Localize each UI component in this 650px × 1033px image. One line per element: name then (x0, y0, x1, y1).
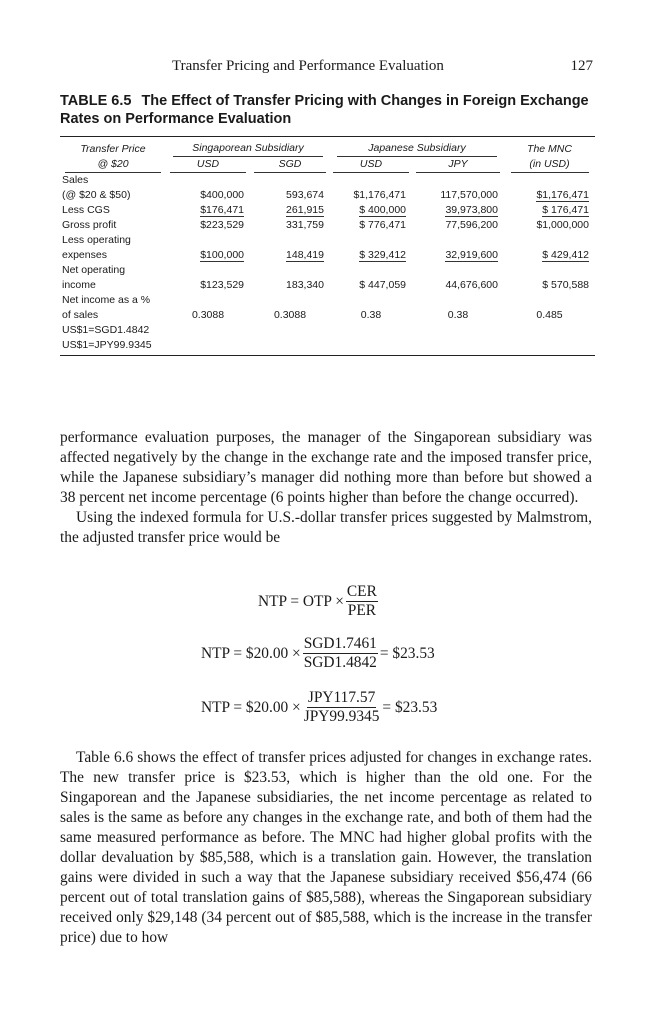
eq2-lhs: NTP = $20.00 × (201, 644, 301, 662)
eq1-numerator: CER (346, 583, 377, 600)
eq2-numerator: SGD1.7461 (303, 635, 377, 652)
cell: 261,915 (286, 204, 324, 216)
eq1-lhs: NTP = OTP × (258, 592, 344, 610)
table-row-operating-expenses (60, 233, 595, 263)
cell: 32,919,600 (445, 249, 498, 261)
exchange-rate-jpy: US$1=JPY99.9345 (62, 339, 152, 351)
eq2-fraction (303, 635, 378, 672)
header-transfer-price: Transfer Price (80, 142, 146, 155)
eq1-fraction (346, 583, 378, 620)
equation-ntp-sgd (201, 635, 435, 672)
cell: $ 447,059 (359, 279, 406, 291)
row-label: (@ $20 & $50) (62, 189, 131, 201)
cell: 593,674 (286, 189, 324, 201)
cell: 44,676,600 (445, 279, 498, 291)
row-label: Net income as a % (62, 294, 151, 306)
equation-ntp-formula (258, 583, 380, 620)
table-row-less-cgs (60, 203, 595, 218)
table-row-gross-profit (60, 218, 595, 233)
eq2-rhs: = $23.53 (379, 644, 435, 662)
cell: $1,000,000 (536, 219, 589, 231)
header-japanese-subsidiary: Japanese Subsidiary (337, 141, 497, 157)
cell: $ 176,471 (542, 204, 589, 216)
cell: 0.38 (360, 309, 382, 321)
table-row-rate-sgd (60, 323, 595, 338)
header-the-mnc: The MNC (527, 142, 572, 155)
header-in-usd: (in USD) (511, 157, 589, 173)
cell: $123,529 (200, 279, 244, 291)
row-label: of sales (62, 309, 99, 321)
cell: $ 429,412 (542, 249, 589, 261)
cell: 77,596,200 (445, 219, 498, 231)
cell: 117,570,000 (440, 189, 498, 201)
cell: 148,419 (286, 249, 324, 261)
table-row-net-income-percent (60, 293, 595, 323)
running-title: Transfer Pricing and Performance Evaluation (172, 58, 444, 74)
row-label: Gross profit (62, 219, 117, 231)
paragraph-1: performance evaluation purposes, the manager of the Singaporean subsidiary was affected negatively by the change in the exchange rate and the imposed transfer price, while the Japanese subsidiary’s manager did nothing more than before but showed a 38 percent net income percentage (6 points higher than before the change occurred). (60, 429, 592, 506)
row-label: Net operating (62, 264, 126, 276)
paragraph-1b: Using the indexed formula for U.S.-dollar transfer prices suggested by Malmstrom, the adjusted transfer price would be (60, 509, 592, 546)
row-label: expenses (62, 249, 107, 261)
cell: $ 570,588 (542, 279, 589, 291)
table-row-net-operating-income (60, 263, 595, 293)
paragraph-continued (60, 428, 592, 548)
header-singaporean-subsidiary: Singaporean Subsidiary (173, 141, 323, 157)
eq3-lhs: NTP = $20.00 × (201, 698, 301, 716)
table-title: The Effect of Transfer Pricing with Changes in Foreign Exchange Rates on Performance Evaluation (60, 93, 589, 127)
row-label: Less operating (62, 234, 131, 246)
cell: $100,000 (200, 249, 244, 261)
table-number: TABLE 6.5 (60, 93, 132, 109)
eq3-rhs: = $23.53 (382, 698, 438, 716)
cell: $ 776,471 (359, 219, 406, 231)
cell: $1,176,471 (353, 189, 406, 201)
eq1-denominator: PER (347, 602, 376, 619)
cell: 39,973,800 (445, 204, 498, 216)
cell: $400,000 (200, 189, 244, 201)
table-row-rate-jpy (60, 338, 595, 356)
row-label: Less CGS (62, 204, 110, 216)
cell: 183,340 (286, 279, 324, 291)
row-label: income (62, 279, 96, 291)
paragraph-2: Table 6.6 shows the effect of transfer prices adjusted for changes in exchange rates. The new transfer price is $23.53, which is higher than the old one. For the Singaporean and the Japanese subsidiaries, the net income percentage as related to sales is the same as before any changes in the exchange rate, and both of them had the same measured performance as before. The MNC had higher global profits with the dollar devaluation by $85,588, which is a translation gain. However, the translation gains were divided in such a way that the Japanese subsidiary received $56,474 (66 percent out of total translation gains of $85,588), whereas the Singaporean subsidiary received only $29,148 (34 percent out of $85,588, which is the increase in the transfer price) due to how (60, 749, 592, 946)
cell: 0.3088 (191, 309, 225, 321)
cell: $1,176,471 (536, 189, 589, 201)
cell: 0.38 (447, 309, 469, 321)
header-usd-japan: USD (333, 157, 409, 173)
running-header (88, 58, 593, 78)
cell: $176,471 (200, 204, 244, 216)
table-header-row-2 (60, 157, 595, 173)
cell: $ 329,412 (359, 249, 406, 261)
row-label: Sales (62, 174, 89, 186)
cell: $223,529 (200, 219, 244, 231)
eq3-fraction (303, 689, 381, 726)
exchange-rate-sgd: US$1=SGD1.4842 (62, 324, 150, 336)
cell: $ 400,000 (359, 204, 406, 216)
table-header-row-1 (60, 137, 595, 158)
header-usd-singapore: USD (170, 157, 246, 173)
equation-ntp-jpy (201, 689, 437, 726)
table-row-sales (60, 173, 595, 203)
eq3-numerator: JPY117.57 (307, 689, 376, 706)
header-at-20: @ $20 (65, 157, 161, 173)
header-jpy: JPY (416, 157, 500, 173)
cell: 0.485 (536, 309, 563, 321)
header-sgd: SGD (254, 157, 326, 173)
eq2-denominator: SGD1.4842 (303, 654, 377, 671)
data-table (60, 136, 595, 356)
page-number: 127 (570, 58, 593, 74)
cell: 331,759 (286, 219, 324, 231)
table-caption (60, 92, 600, 128)
eq3-denominator: JPY99.9345 (303, 708, 380, 725)
cell: 0.3088 (273, 309, 307, 321)
